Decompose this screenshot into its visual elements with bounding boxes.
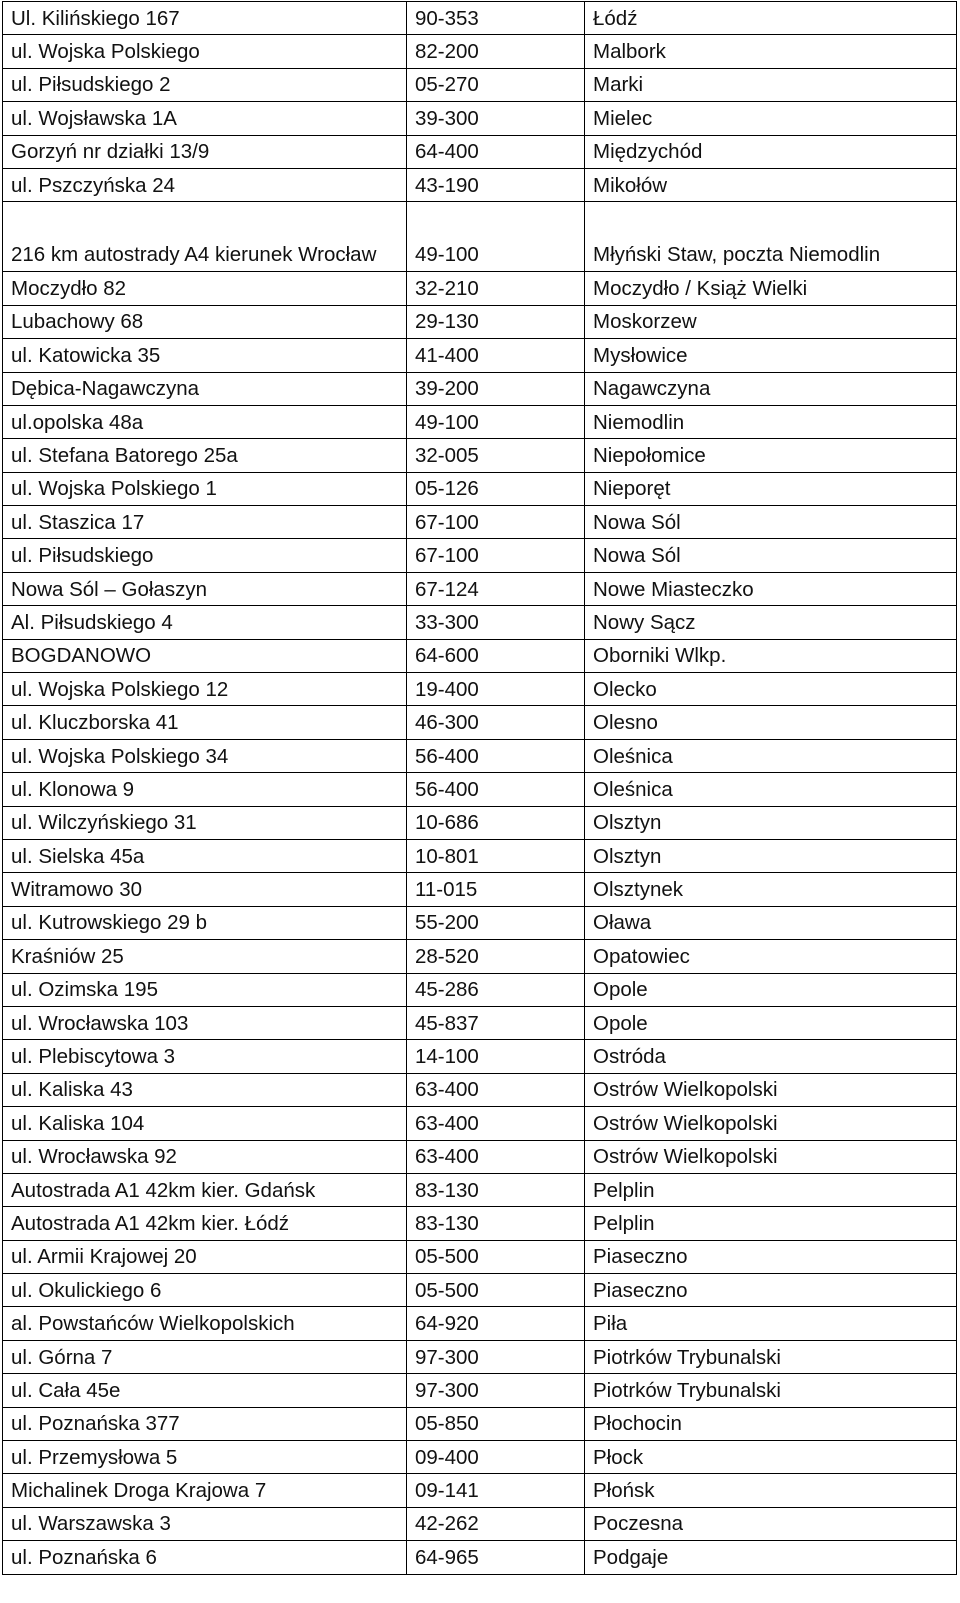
city-cell: Ostróda [585, 1040, 957, 1073]
table-row [3, 1474, 957, 1507]
postal-code-cell: 29-130 [407, 305, 585, 338]
table-row [3, 606, 957, 639]
city-cell: Piaseczno [585, 1240, 957, 1273]
table-row [3, 1407, 957, 1440]
street-cell: ul. Kluczborska 41 [3, 706, 407, 739]
table-row [3, 1006, 957, 1039]
street-cell: ul. Kaliska 43 [3, 1073, 407, 1106]
postal-code-cell: 83-130 [407, 1207, 585, 1240]
street-cell: ul. Wojska Polskiego [3, 35, 407, 68]
street-cell: ul. Kutrowskiego 29 b [3, 906, 407, 939]
city-cell: Piotrków Trybunalski [585, 1340, 957, 1373]
street-cell: Autostrada A1 42km kier. Gdańsk [3, 1173, 407, 1206]
street-cell: ul. Wrocławska 103 [3, 1006, 407, 1039]
street-cell: ul.opolska 48a [3, 405, 407, 438]
postal-code-cell: 05-500 [407, 1274, 585, 1307]
table-row [3, 1441, 957, 1474]
table-row [3, 506, 957, 539]
street-cell: ul. Klonowa 9 [3, 773, 407, 806]
street-cell: ul. Wojska Polskiego 34 [3, 739, 407, 772]
street-cell: Nowa Sól – Gołaszyn [3, 572, 407, 605]
table-row [3, 839, 957, 872]
city-cell: Marki [585, 68, 957, 101]
postal-code-cell: 49-100 [407, 202, 585, 272]
street-cell: ul. Armii Krajowej 20 [3, 1240, 407, 1273]
table-row [3, 272, 957, 305]
city-cell: Płock [585, 1441, 957, 1474]
street-cell: Gorzyń nr działki 13/9 [3, 135, 407, 168]
street-cell: ul. Wrocławska 92 [3, 1140, 407, 1173]
postal-code-cell: 63-400 [407, 1140, 585, 1173]
city-cell: Moskorzew [585, 305, 957, 338]
postal-code-cell: 05-500 [407, 1240, 585, 1273]
table-row [3, 1274, 957, 1307]
table-row [3, 1173, 957, 1206]
postal-code-cell: 67-124 [407, 572, 585, 605]
table-row [3, 68, 957, 101]
postal-code-cell: 83-130 [407, 1173, 585, 1206]
table-row [3, 372, 957, 405]
table-row [3, 168, 957, 201]
city-cell: Olsztyn [585, 806, 957, 839]
postal-code-cell: 09-141 [407, 1474, 585, 1507]
street-cell: ul. Wojsławska 1A [3, 102, 407, 135]
address-table-body [3, 2, 957, 1575]
table-row [3, 102, 957, 135]
city-cell: Piotrków Trybunalski [585, 1374, 957, 1407]
table-row [3, 1040, 957, 1073]
postal-code-cell: 97-300 [407, 1340, 585, 1373]
table-row [3, 572, 957, 605]
table-row [3, 1340, 957, 1373]
address-table-container [2, 1, 957, 1575]
table-row [3, 1140, 957, 1173]
street-cell: 216 km autostrady A4 kierunek Wrocław [3, 202, 407, 272]
street-cell: ul. Plebiscytowa 3 [3, 1040, 407, 1073]
city-cell: Oleśnica [585, 739, 957, 772]
table-row [3, 539, 957, 572]
street-cell: ul. Poznańska 6 [3, 1541, 407, 1574]
street-cell: ul. Wojska Polskiego 1 [3, 472, 407, 505]
city-cell: Piaseczno [585, 1274, 957, 1307]
postal-code-cell: 05-126 [407, 472, 585, 505]
table-row [3, 1107, 957, 1140]
city-cell: Opatowiec [585, 940, 957, 973]
city-cell: Podgaje [585, 1541, 957, 1574]
city-cell: Nieporęt [585, 472, 957, 505]
postal-code-cell: 05-270 [407, 68, 585, 101]
city-cell: Nowa Sól [585, 506, 957, 539]
city-cell: Olecko [585, 673, 957, 706]
table-row [3, 940, 957, 973]
postal-code-cell: 49-100 [407, 405, 585, 438]
city-cell: Malbork [585, 35, 957, 68]
postal-code-cell: 11-015 [407, 873, 585, 906]
postal-code-cell: 46-300 [407, 706, 585, 739]
table-row [3, 673, 957, 706]
street-cell: ul. Kaliska 104 [3, 1107, 407, 1140]
city-cell: Olsztyn [585, 839, 957, 872]
street-cell: Dębica-Nagawczyna [3, 372, 407, 405]
street-cell: Michalinek Droga Krajowa 7 [3, 1474, 407, 1507]
city-cell: Młyński Staw, poczta Niemodlin [585, 202, 957, 272]
table-row [3, 1073, 957, 1106]
postal-code-cell: 45-286 [407, 973, 585, 1006]
city-cell: Mysłowice [585, 339, 957, 372]
city-cell: Niemodlin [585, 405, 957, 438]
postal-code-cell: 33-300 [407, 606, 585, 639]
city-cell: Oborniki Wlkp. [585, 639, 957, 672]
city-cell: Moczydło / Książ Wielki [585, 272, 957, 305]
street-cell: ul. Stefana Batorego 25a [3, 439, 407, 472]
table-row [3, 339, 957, 372]
street-cell: ul. Ozimska 195 [3, 973, 407, 1006]
address-table [2, 1, 957, 1575]
street-cell: Autostrada A1 42km kier. Łódź [3, 1207, 407, 1240]
city-cell: Płochocin [585, 1407, 957, 1440]
city-cell: Opole [585, 973, 957, 1006]
street-cell: ul. Poznańska 377 [3, 1407, 407, 1440]
city-cell: Olsztynek [585, 873, 957, 906]
table-row [3, 135, 957, 168]
street-cell: al. Powstańców Wielkopolskich [3, 1307, 407, 1340]
city-cell: Mielec [585, 102, 957, 135]
postal-code-cell: 19-400 [407, 673, 585, 706]
postal-code-cell: 09-400 [407, 1441, 585, 1474]
street-cell: ul. Piłsudskiego [3, 539, 407, 572]
postal-code-cell: 39-200 [407, 372, 585, 405]
postal-code-cell: 42-262 [407, 1507, 585, 1540]
postal-code-cell: 55-200 [407, 906, 585, 939]
street-cell: ul. Górna 7 [3, 1340, 407, 1373]
postal-code-cell: 39-300 [407, 102, 585, 135]
postal-code-cell: 64-600 [407, 639, 585, 672]
street-cell: ul. Okulickiego 6 [3, 1274, 407, 1307]
street-cell: ul. Wojska Polskiego 12 [3, 673, 407, 706]
city-cell: Poczesna [585, 1507, 957, 1540]
table-row [3, 472, 957, 505]
postal-code-cell: 32-005 [407, 439, 585, 472]
table-row [3, 739, 957, 772]
street-cell: Al. Piłsudskiego 4 [3, 606, 407, 639]
city-cell: Olesno [585, 706, 957, 739]
postal-code-cell: 43-190 [407, 168, 585, 201]
postal-code-cell: 64-965 [407, 1541, 585, 1574]
table-row [3, 305, 957, 338]
table-row [3, 906, 957, 939]
street-cell: ul. Wilczyńskiego 31 [3, 806, 407, 839]
postal-code-cell: 05-850 [407, 1407, 585, 1440]
city-cell: Ostrów Wielkopolski [585, 1073, 957, 1106]
city-cell: Niepołomice [585, 439, 957, 472]
postal-code-cell: 10-686 [407, 806, 585, 839]
city-cell: Oława [585, 906, 957, 939]
table-row [3, 1207, 957, 1240]
postal-code-cell: 82-200 [407, 35, 585, 68]
postal-code-cell: 64-400 [407, 135, 585, 168]
table-row [3, 806, 957, 839]
table-row [3, 35, 957, 68]
table-row [3, 973, 957, 1006]
table-row [3, 873, 957, 906]
city-cell: Piła [585, 1307, 957, 1340]
street-cell: ul. Warszawska 3 [3, 1507, 407, 1540]
table-row [3, 1507, 957, 1540]
city-cell: Nagawczyna [585, 372, 957, 405]
city-cell: Pelplin [585, 1173, 957, 1206]
city-cell: Międzychód [585, 135, 957, 168]
street-cell: Kraśniów 25 [3, 940, 407, 973]
city-cell: Nowe Miasteczko [585, 572, 957, 605]
street-cell: BOGDANOWO [3, 639, 407, 672]
table-row [3, 1541, 957, 1574]
postal-code-cell: 67-100 [407, 539, 585, 572]
street-cell: ul. Staszica 17 [3, 506, 407, 539]
postal-code-cell: 97-300 [407, 1374, 585, 1407]
postal-code-cell: 63-400 [407, 1107, 585, 1140]
street-cell: ul. Pszczyńska 24 [3, 168, 407, 201]
street-cell: ul. Piłsudskiego 2 [3, 68, 407, 101]
city-cell: Ostrów Wielkopolski [585, 1140, 957, 1173]
table-row [3, 1374, 957, 1407]
postal-code-cell: 45-837 [407, 1006, 585, 1039]
city-cell: Łódź [585, 2, 957, 35]
postal-code-cell: 14-100 [407, 1040, 585, 1073]
postal-code-cell: 64-920 [407, 1307, 585, 1340]
table-row [3, 2, 957, 35]
city-cell: Oleśnica [585, 773, 957, 806]
table-row [3, 202, 957, 272]
street-cell: ul. Katowicka 35 [3, 339, 407, 372]
street-cell: ul. Cała 45e [3, 1374, 407, 1407]
city-cell: Opole [585, 1006, 957, 1039]
city-cell: Nowa Sól [585, 539, 957, 572]
table-row [3, 1240, 957, 1273]
postal-code-cell: 56-400 [407, 739, 585, 772]
table-row [3, 1307, 957, 1340]
street-cell: Lubachowy 68 [3, 305, 407, 338]
table-row [3, 439, 957, 472]
table-row [3, 706, 957, 739]
street-cell: Ul. Kilińskiego 167 [3, 2, 407, 35]
city-cell: Płońsk [585, 1474, 957, 1507]
city-cell: Ostrów Wielkopolski [585, 1107, 957, 1140]
street-cell: Moczydło 82 [3, 272, 407, 305]
postal-code-cell: 90-353 [407, 2, 585, 35]
city-cell: Mikołów [585, 168, 957, 201]
street-cell: Witramowo 30 [3, 873, 407, 906]
table-row [3, 773, 957, 806]
city-cell: Nowy Sącz [585, 606, 957, 639]
table-row [3, 405, 957, 438]
postal-code-cell: 41-400 [407, 339, 585, 372]
postal-code-cell: 56-400 [407, 773, 585, 806]
postal-code-cell: 28-520 [407, 940, 585, 973]
city-cell: Pelplin [585, 1207, 957, 1240]
street-cell: ul. Sielska 45a [3, 839, 407, 872]
postal-code-cell: 63-400 [407, 1073, 585, 1106]
table-row [3, 639, 957, 672]
postal-code-cell: 10-801 [407, 839, 585, 872]
postal-code-cell: 32-210 [407, 272, 585, 305]
postal-code-cell: 67-100 [407, 506, 585, 539]
street-cell: ul. Przemysłowa 5 [3, 1441, 407, 1474]
